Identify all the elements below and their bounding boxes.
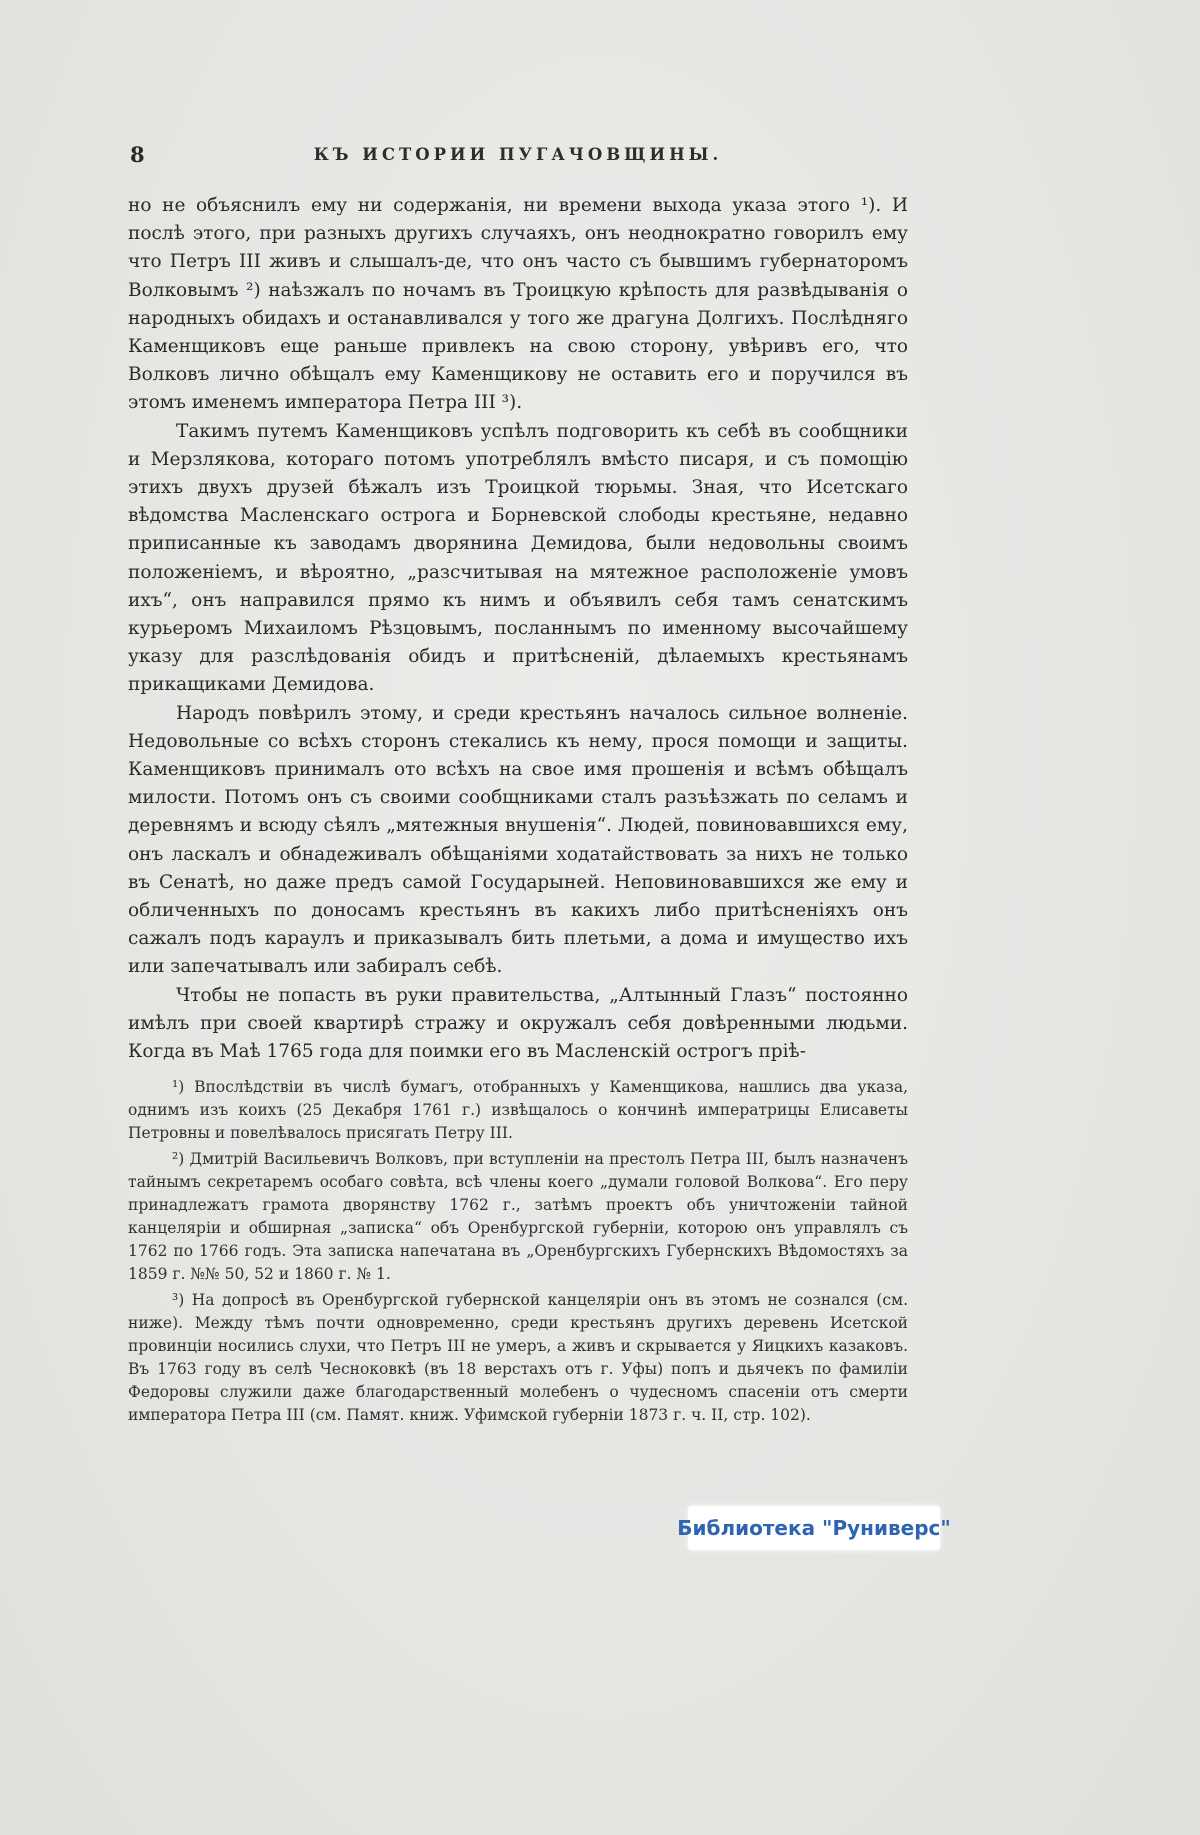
main-text-block [128, 192, 908, 1066]
footnote: ²) Дмитрій Васильевичъ Волковъ, при вступленіи на престолъ Петра III, былъ назначенъ тайнымъ секретаремъ особаго совѣта, всѣ члены коего „думали головой Волкова“. Его перу принадлежатъ грамота дворянству 1762 г., затѣмъ проектъ объ уничтоженіи тайной канцеляріи и обширная „записка“ объ Оренбургской губерніи, которою онъ управлялъ съ 1762 по 1766 годъ. Эта записка напечатана въ „Оренбургскихъ Губернскихъ Вѣдомостяхъ за 1859 г. №№ 50, 52 и 1860 г. № 1. [128, 1150, 908, 1283]
library-watermark [677, 1506, 951, 1550]
body-paragraph: Чтобы не попасть въ руки правительства, „Алтынный Глазъ“ постоянно имѣлъ при своей квартирѣ стражу и окружалъ себя довѣренными людьми. Когда въ Маѣ 1765 года для поимки его въ Масленскій острогъ пріѣ- [128, 984, 908, 1063]
running-header-title: КЪ ИСТОРИИ ПУГАЧОВЩИНЫ. [313, 145, 723, 164]
body-paragraph: Такимъ путемъ Каменщиковъ успѣлъ подговорить къ себѣ въ сообщники и Мерзлякова, котораго потомъ употреблялъ вмѣсто писаря, и съ помощію этихъ двухъ друзей бѣжалъ изъ Троицкой тюрьмы. Зная, что Исетскаго вѣдомства Масленскаго острога и Борневской слободы крестьяне, недавно приписанные къ заводамъ дворянина Демидова, были недовольны своимъ положеніемъ, и вѣроятно, „разсчитывая на мятежное расположеніе умовъ ихъ“, онъ направился прямо къ нимъ и объявилъ себя тамъ сенатскимъ курьеромъ Михаиломъ Рѣзцовымъ, посланнымъ по именному высочайшему указу для разслѣдованія обидъ и притѣсненій, дѣлаемыхъ крестьянамъ прикащиками Демидова. [128, 420, 908, 696]
page-header-row [128, 142, 908, 172]
footnote: ³) На допросѣ въ Оренбургской губернской канцеляріи онъ въ этомъ не сознался (см. ниже). Между тѣмъ почти одновременно, среди крестьянъ другихъ деревень Исетской провинціи носились слухи, что Петръ III не умеръ, а живъ и скрывается у Яицкихъ казаковъ. Въ 1763 году въ селѣ Чесноковкѣ (въ 18 верстахъ отъ г. Уфы) попъ и дьячекъ по фамиліи Федоровы служили даже благодарственный молебенъ о чудесномъ спасеніи отъ смерти императора Петра III (см. Памят. книж. Уфимской губерніи 1873 г. ч. II, стр. 102). [128, 1291, 908, 1424]
footnote: ¹) Впослѣдствіи въ числѣ бумагъ, отобранныхъ у Каменщикова, нашлись два указа, однимъ изъ коихъ (25 Декабря 1761 г.) извѣщалось о кончинѣ императрицы Елисаветы Петровны и повелѣвалось присягать Петру III. [128, 1078, 908, 1142]
body-paragraph: но не объяснилъ ему ни содержанія, ни времени выхода указа этого ¹). И послѣ этого, при разныхъ другихъ случаяхъ, онъ неоднократно говорилъ ему что Петръ III живъ и слышалъ-де, что онъ часто съ бывшимъ губернаторомъ Волковымъ ²) наѣзжалъ по ночамъ въ Троицкую крѣпость для развѣдыванія о народныхъ обидахъ и останавливался у того же драгуна Долгихъ. Послѣдняго Каменщиковъ еще раньше привлекъ на свою сторону, увѣривъ его, что Волковъ лично обѣщалъ ему Каменщикову не оставить его и поручился въ этомъ именемъ императора Петра III ³). [128, 195, 908, 414]
watermark-label: Библиотека "Руниверс" [677, 1516, 951, 1540]
page-number: 8 [130, 142, 145, 167]
footnotes-block [128, 1076, 908, 1430]
body-paragraph: Народъ повѣрилъ этому, и среди крестьянъ началось сильное волненіе. Недовольные со всѣхъ сторонъ стекались къ нему, прося помощи и защиты. Каменщиковъ принималъ ото всѣхъ на свое имя прошенія и всѣмъ обѣщалъ милости. Потомъ онъ съ своими сообщниками сталъ разъѣзжать по селамъ и деревнямъ и всюду сѣялъ „мятежныя внушенія“. Людей, повиновавшихся ему, онъ ласкалъ и обнадеживалъ обѣщаніями ходатайствовать за нихъ не только въ Сенатѣ, но даже предъ самой Государыней. Неповиновавшихся же ему и обличенныхъ по доносамъ крестьянъ въ какихъ либо притѣсненіяхъ онъ сажалъ подъ караулъ и приказывалъ бить плетьми, а дома и имущество ихъ или запечатывалъ или забиралъ себѣ. [128, 702, 908, 978]
